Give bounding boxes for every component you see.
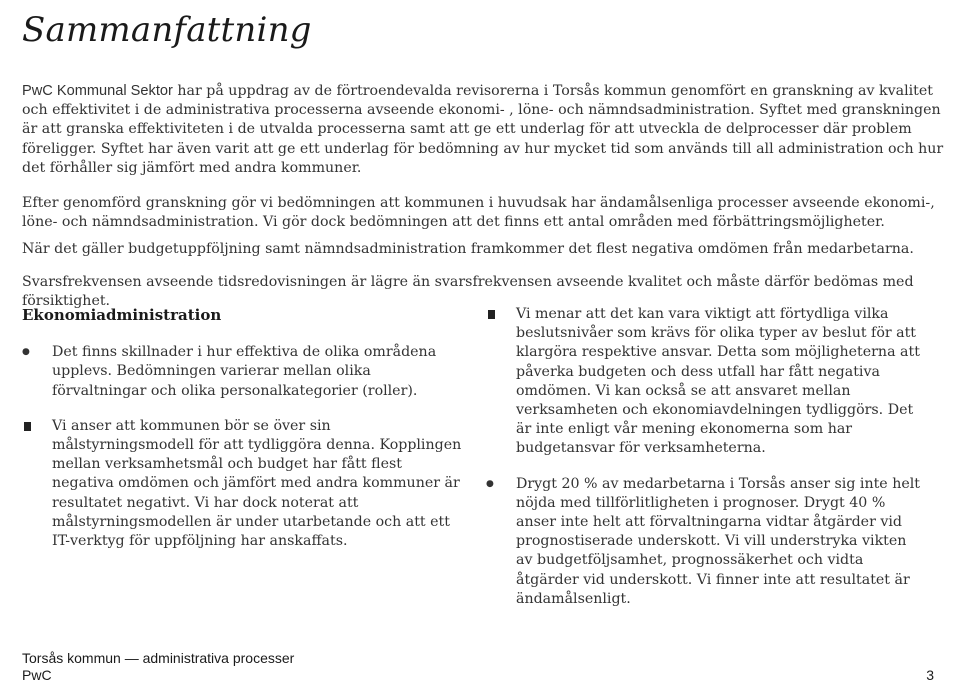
page-number: 3 bbox=[926, 667, 934, 683]
intro-lead: PwC Kommunal Sektor bbox=[22, 83, 173, 99]
bullet-dot-icon: ● bbox=[22, 347, 30, 358]
section-heading: Ekonomiadministration bbox=[22, 306, 222, 324]
page-title: Sammanfattning bbox=[22, 10, 312, 50]
intro-text: har på uppdrag av de förtroendevalda revisorerna i Torsås kommun genomfört en granskning av kvalitet och effektivitet i de administrativa processerna avseende ekonomi- , löne- och nämndsadministration. Syftet med granskningen är att granska effektiviteten i de utvalda processerna samt att ge ett underlag för att utveckla de delprocesser där problem föreligger. Syftet har även varit att ge ett underlag för bedömning av hur mycket tid som används till all administration och hur det förhåller sig jämfört med andra kommuner. bbox=[22, 83, 944, 176]
left-column bbox=[22, 306, 462, 567]
intro-paragraph bbox=[22, 82, 958, 178]
footer-company: PwC bbox=[22, 667, 52, 683]
list-item-text: Drygt 20 % av medarbetarna i Torsås anser sig inte helt nöjda med tillförlitligheten i prognoser. Drygt 40 % anser inte helt att förvaltningarna vidtar åtgärder vid prognostiserade underskott. Vi vill understryka vikten av budgetföljsamhet, prognossäkerhet och vidta åtgärder vid underskott. Vi finner inte att resultatet är ändamålsenligt. bbox=[516, 475, 920, 607]
budget-paragraph: När det gäller budgetuppföljning samt nämndsadministration framkommer det flest negativa omdömen från medarbetarna. bbox=[22, 241, 914, 257]
list-item bbox=[22, 343, 462, 401]
list-item bbox=[486, 305, 926, 459]
list-item-text: Vi menar att det kan vara viktigt att förtydliga vilka beslutsnivåer som krävs för olika typer av beslut för att klargöra respektive ansvar. Detta som möjligheterna att påverka budgeten och dess utfall har fått negativa omdömen. Vi kan också se att ansvaret mellan verksamheten och ekonomiavdelningen tydliggörs. Det är inte enligt vår mening ekonomerna som har budgetansvar för verksamheterna. bbox=[516, 306, 920, 457]
list-item bbox=[486, 475, 926, 609]
response-rate-paragraph: Svarsfrekvensen avseende tidsredovisningen är lägre än svarsfrekvensen avseende kvalitet och måste därför bedömas med försiktighet. bbox=[22, 274, 914, 310]
list-item-text: Vi anser att kommunen bör se över sin målstyrningsmodell för att tydliggöra denna. Kopplingen mellan verksamhetsmål och budget har fått flest negativa omdömen och jämfört med andra kommuner är resultatet negativt. Vi har dock noterat att målstyrningsmodellen är under utarbetande och att ett IT-verktyg för uppföljning har anskaffats. bbox=[52, 417, 462, 550]
right-column bbox=[486, 305, 926, 625]
bullet-dot-icon: ● bbox=[486, 478, 494, 489]
list-item bbox=[22, 417, 462, 551]
footer-document-title: Torsås kommun — administrativa processer bbox=[22, 650, 295, 666]
assessment-paragraph: Efter genomförd granskning gör vi bedömningen att kommunen i huvudsak har ändamålsenliga processer avseende ekonomi-, löne- och nämndsadministration. Vi gör dock bedömningen att det finns ett antal områden med förbättringsmöjligheter. bbox=[22, 195, 935, 231]
list-item-text: Det finns skillnader i hur effektiva de olika områdena upplevs. Bedömningen varierar mellan olika förvaltningar och olika personalkategorier (roller). bbox=[52, 344, 437, 399]
